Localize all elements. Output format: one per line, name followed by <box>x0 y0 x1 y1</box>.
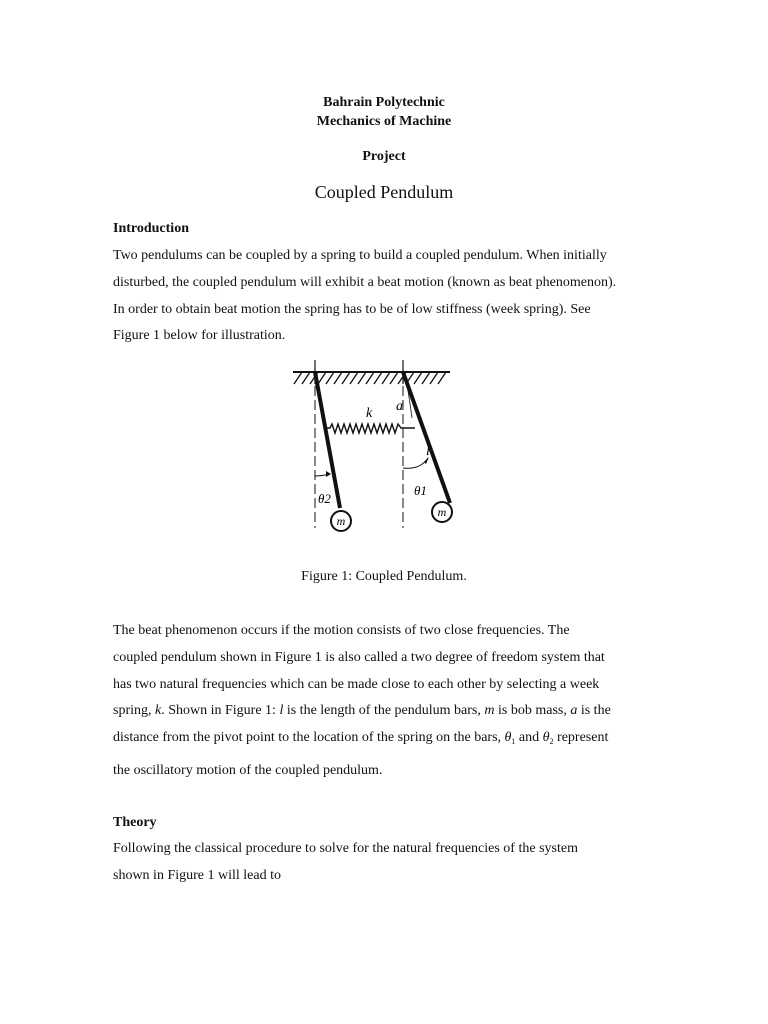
introduction-paragraph <box>113 243 658 350</box>
course-name: Mechanics of Machine <box>316 114 452 129</box>
k-symbol: k <box>155 703 162 719</box>
theory-line: Following the classical procedure to solve for the natural frequencies of the system <box>113 841 578 856</box>
beat-line: distance from the pivot point to the location of the spring on the bars, $\theta_1$ and $\theta_2$ represent <box>113 730 609 747</box>
theta1-label: θ1 <box>414 483 427 498</box>
intro-line: disturbed, the coupled pendulum will exhibit a beat motion (known as beat phenomenon). <box>113 274 617 290</box>
theory-line: shown in Figure 1 will lead to <box>113 867 281 883</box>
theta2-arrowhead <box>326 471 331 477</box>
m-symbol: m <box>484 703 495 719</box>
theta2-symbol: θ <box>542 730 550 746</box>
intro-line: Figure 1 below for illustration. <box>113 328 286 344</box>
distance-label: a <box>396 399 403 414</box>
left-pendulum-bar <box>315 372 340 508</box>
beat-paragraph <box>113 618 658 785</box>
theory-heading: Theory <box>113 815 157 830</box>
beat-line: spring, k. Shown in Figure 1: l is the length of the pendulum bars, m is bob mass, a is the <box>113 703 611 719</box>
document-type: Project <box>362 149 406 164</box>
spring-label: k <box>366 406 373 421</box>
coupled-pendulum-figure <box>288 358 453 533</box>
coupling-spring <box>324 424 415 433</box>
theta1-arc <box>403 458 428 468</box>
l-symbol: l <box>279 703 284 719</box>
intro-line: In order to obtain beat motion the spring has to be of low stiffness (week spring). See <box>113 301 591 317</box>
page-title: Coupled Pendulum <box>314 182 454 202</box>
beat-line: the oscillatory motion of the coupled pendulum. <box>113 762 383 778</box>
institution-name: Bahrain Polytechnic <box>323 95 445 110</box>
figure-caption: Figure 1: Coupled Pendulum. <box>301 569 467 584</box>
theta2-label: θ2 <box>318 491 331 506</box>
introduction-heading: Introduction <box>113 221 189 236</box>
beat-line: has two natural frequencies which can be made close to each other by selecting a week <box>113 676 600 692</box>
beat-line: coupled pendulum shown in Figure 1 is also called a two degree of freedom system that <box>113 649 605 665</box>
beat-line: The beat phenomenon occurs if the motion consists of two close frequencies. The <box>113 623 570 638</box>
a-symbol: a <box>570 703 578 719</box>
length-label: l <box>426 444 430 459</box>
left-mass-label: m <box>336 514 346 528</box>
intro-line: Two pendulums can be coupled by a spring to build a coupled pendulum. When initially <box>113 248 607 263</box>
theory-paragraph <box>113 836 658 889</box>
right-mass-label: m <box>437 505 447 519</box>
theta1-symbol: θ <box>504 730 512 746</box>
